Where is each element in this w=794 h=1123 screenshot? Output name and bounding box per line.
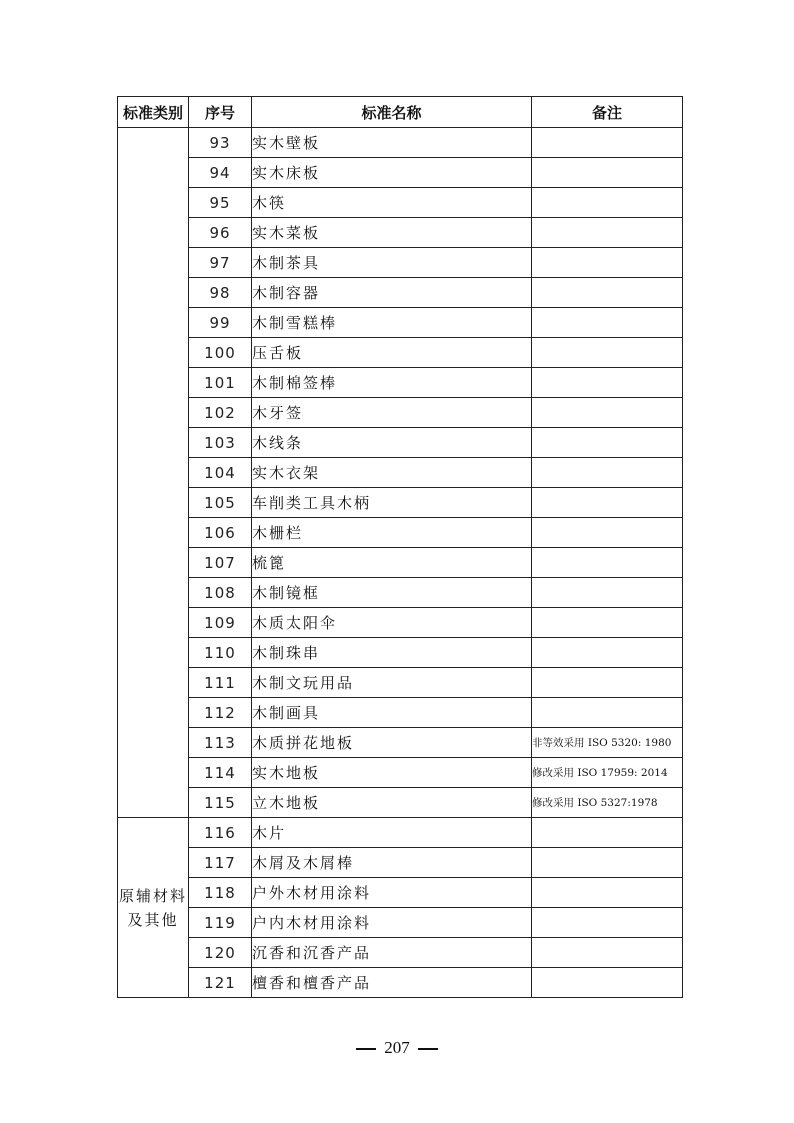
- name-cell: 沉香和沉香产品: [252, 938, 532, 968]
- page-footer: [0, 1038, 794, 1058]
- seq-cell: 118: [189, 878, 252, 908]
- name-cell: 实木床板: [252, 158, 532, 188]
- header-note: 备注: [532, 97, 683, 128]
- name-cell: 梳篦: [252, 548, 532, 578]
- table-row: [118, 848, 683, 878]
- table-row: [118, 308, 683, 338]
- table-row: [118, 338, 683, 368]
- note-cell: [532, 458, 683, 488]
- seq-cell: 96: [189, 218, 252, 248]
- name-cell: 木制容器: [252, 278, 532, 308]
- note-cell: [532, 968, 683, 998]
- note-cell: [532, 938, 683, 968]
- header-category: 标准类别: [118, 97, 189, 128]
- seq-cell: 105: [189, 488, 252, 518]
- name-cell: 户外木材用涂料: [252, 878, 532, 908]
- note-cell: [532, 848, 683, 878]
- name-cell: 实木菜板: [252, 218, 532, 248]
- note-cell: [532, 698, 683, 728]
- note-cell: [532, 278, 683, 308]
- seq-cell: 116: [189, 818, 252, 848]
- seq-cell: 99: [189, 308, 252, 338]
- table-row: [118, 518, 683, 548]
- name-cell: 木质拼花地板: [252, 728, 532, 758]
- table-row: [118, 158, 683, 188]
- seq-cell: 104: [189, 458, 252, 488]
- seq-cell: 120: [189, 938, 252, 968]
- note-cell: [532, 548, 683, 578]
- name-cell: 木栅栏: [252, 518, 532, 548]
- seq-cell: 119: [189, 908, 252, 938]
- table-row: [118, 788, 683, 818]
- seq-cell: 106: [189, 518, 252, 548]
- note-cell: [532, 668, 683, 698]
- seq-cell: 100: [189, 338, 252, 368]
- name-cell: 木牙签: [252, 398, 532, 428]
- note-cell: [532, 638, 683, 668]
- seq-cell: 102: [189, 398, 252, 428]
- name-cell: 实木衣架: [252, 458, 532, 488]
- note-cell: [532, 368, 683, 398]
- table-row: [118, 218, 683, 248]
- seq-cell: 103: [189, 428, 252, 458]
- note-cell: [532, 578, 683, 608]
- note-cell: [532, 218, 683, 248]
- note-cell: [532, 248, 683, 278]
- table-row: [118, 758, 683, 788]
- name-cell: 压舌板: [252, 338, 532, 368]
- note-cell: 修改采用 ISO 17959: 2014: [532, 758, 683, 788]
- table-row: [118, 398, 683, 428]
- name-cell: 立木地板: [252, 788, 532, 818]
- header-row: [118, 97, 683, 128]
- seq-cell: 114: [189, 758, 252, 788]
- table-row: [118, 698, 683, 728]
- seq-cell: 107: [189, 548, 252, 578]
- note-cell: [532, 158, 683, 188]
- header-seq: 序号: [189, 97, 252, 128]
- category-label-line1: 原辅材料: [118, 886, 187, 905]
- note-cell: [532, 398, 683, 428]
- table-row: [118, 128, 683, 158]
- name-cell: 木片: [252, 818, 532, 848]
- seq-cell: 117: [189, 848, 252, 878]
- name-cell: 户内木材用涂料: [252, 908, 532, 938]
- note-cell: [532, 878, 683, 908]
- seq-cell: 115: [189, 788, 252, 818]
- note-cell: [532, 428, 683, 458]
- seq-cell: 111: [189, 668, 252, 698]
- table-row: [118, 668, 683, 698]
- header-name: 标准名称: [252, 97, 532, 128]
- name-cell: 车削类工具木柄: [252, 488, 532, 518]
- seq-cell: 101: [189, 368, 252, 398]
- seq-cell: 121: [189, 968, 252, 998]
- page-number: 207: [384, 1038, 410, 1057]
- footer-dash-left: [356, 1048, 376, 1050]
- table-row: [118, 188, 683, 218]
- seq-cell: 97: [189, 248, 252, 278]
- note-cell: [532, 608, 683, 638]
- name-cell: 木筷: [252, 188, 532, 218]
- name-cell: 木制茶具: [252, 248, 532, 278]
- name-cell: 木制珠串: [252, 638, 532, 668]
- note-cell: [532, 908, 683, 938]
- table-body: [118, 128, 683, 998]
- seq-cell: 110: [189, 638, 252, 668]
- seq-cell: 94: [189, 158, 252, 188]
- table-row: [118, 608, 683, 638]
- table-row: [118, 878, 683, 908]
- note-cell: [532, 188, 683, 218]
- table-row: [118, 488, 683, 518]
- note-cell: [532, 518, 683, 548]
- table-row: [118, 938, 683, 968]
- table-row: [118, 818, 683, 848]
- name-cell: 木屑及木屑棒: [252, 848, 532, 878]
- category-cell-a: [118, 128, 189, 818]
- name-cell: 木制文玩用品: [252, 668, 532, 698]
- name-cell: 木制画具: [252, 698, 532, 728]
- category-label-line2: 及其他: [127, 910, 179, 929]
- name-cell: 木制雪糕棒: [252, 308, 532, 338]
- note-cell: 修改采用 ISO 5327:1978: [532, 788, 683, 818]
- note-cell: [532, 308, 683, 338]
- table-row: [118, 548, 683, 578]
- standards-table: [117, 96, 683, 998]
- table-row: [118, 278, 683, 308]
- seq-cell: 112: [189, 698, 252, 728]
- name-cell: 檀香和檀香产品: [252, 968, 532, 998]
- footer-dash-right: [418, 1048, 438, 1050]
- note-cell: [532, 818, 683, 848]
- table-row: [118, 728, 683, 758]
- category-cell-b: [118, 818, 189, 998]
- name-cell: 木线条: [252, 428, 532, 458]
- note-cell: 非等效采用 ISO 5320: 1980: [532, 728, 683, 758]
- seq-cell: 108: [189, 578, 252, 608]
- name-cell: 木质太阳伞: [252, 608, 532, 638]
- table-row: [118, 458, 683, 488]
- note-cell: [532, 488, 683, 518]
- table-row: [118, 638, 683, 668]
- table-row: [118, 908, 683, 938]
- seq-cell: 95: [189, 188, 252, 218]
- table-row: [118, 248, 683, 278]
- name-cell: 木制镜框: [252, 578, 532, 608]
- note-cell: [532, 128, 683, 158]
- name-cell: 实木壁板: [252, 128, 532, 158]
- table-row: [118, 368, 683, 398]
- table-row: [118, 968, 683, 998]
- seq-cell: 93: [189, 128, 252, 158]
- table-row: [118, 428, 683, 458]
- table-row: [118, 578, 683, 608]
- name-cell: 木制棉签棒: [252, 368, 532, 398]
- note-cell: [532, 338, 683, 368]
- seq-cell: 113: [189, 728, 252, 758]
- seq-cell: 109: [189, 608, 252, 638]
- name-cell: 实木地板: [252, 758, 532, 788]
- seq-cell: 98: [189, 278, 252, 308]
